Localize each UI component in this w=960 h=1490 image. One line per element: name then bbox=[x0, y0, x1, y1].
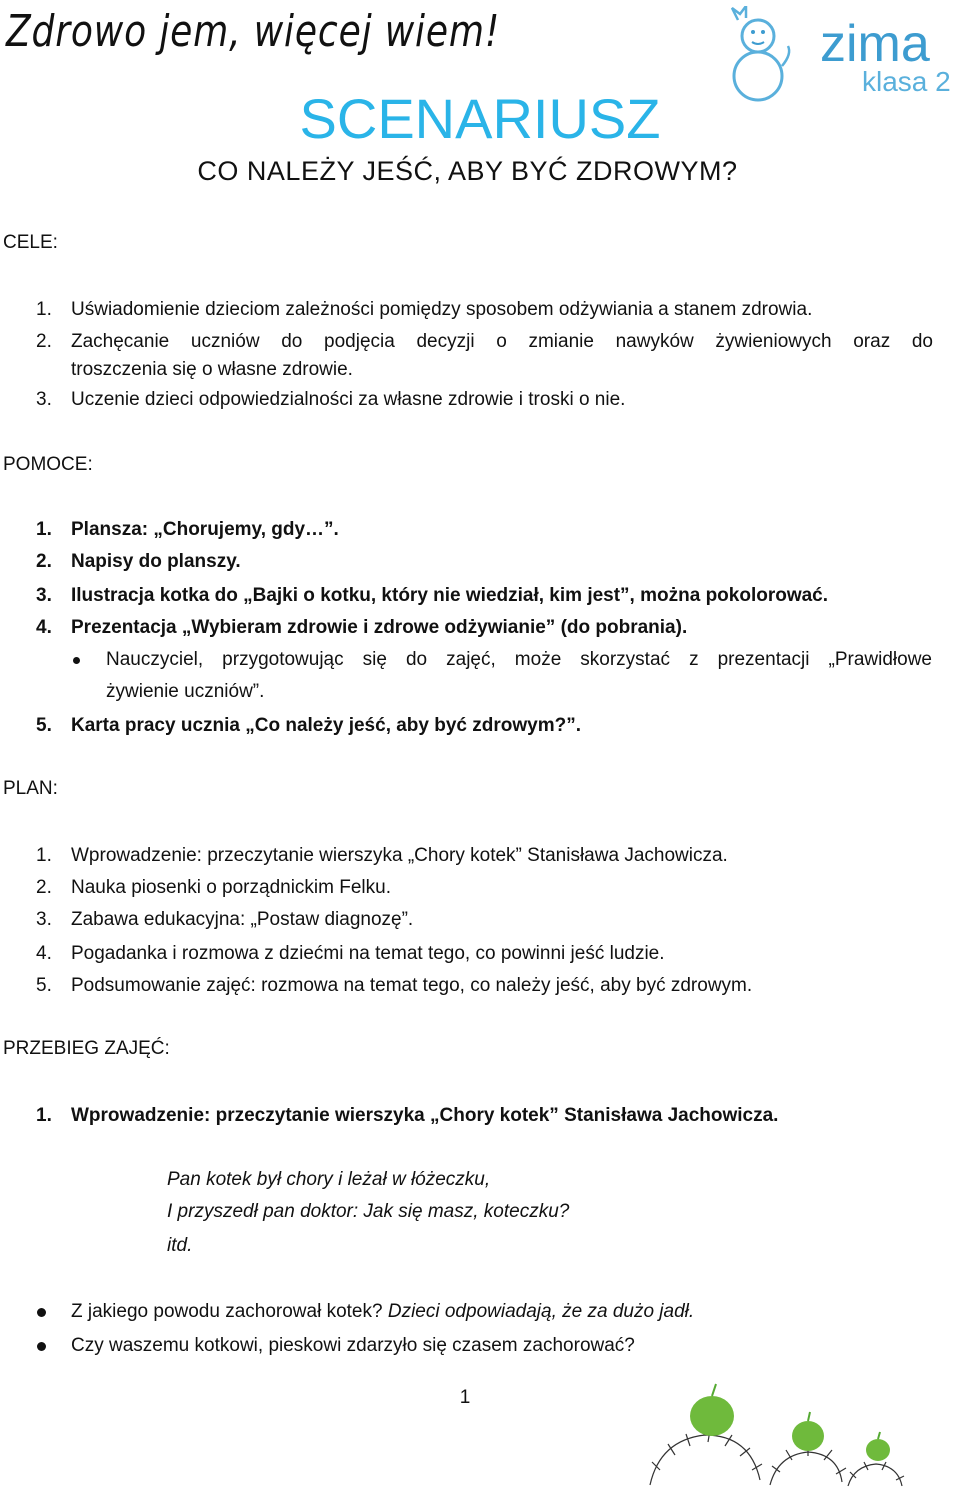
list-number: 1. bbox=[36, 299, 52, 320]
list-text: Prezentacja „Wybieram zdrowie i zdrowe odżywianie” (do pobrania). bbox=[71, 617, 688, 638]
logo-word: zima bbox=[820, 15, 930, 73]
list-text: Nauka piosenki o porządnickim Felku. bbox=[71, 877, 391, 898]
list-text: Zabawa edukacyjna: „Postaw diagnozę”. bbox=[71, 909, 414, 930]
list-text: żywienie uczniów”. bbox=[106, 681, 265, 702]
list-text: Pogadanka i rozmowa z dziećmi na temat tego, co powinni jeść ludzie. bbox=[71, 943, 665, 964]
list-number: 4. bbox=[36, 943, 52, 964]
poem-text: I przyszedł pan doktor: Jak się masz, koteczku? bbox=[167, 1201, 570, 1222]
hedgehog-apples-illustration-icon bbox=[620, 1380, 940, 1490]
question-text: Czy waszemu kotkowi, pieskowi zdarzyło się czasem zachorować? bbox=[71, 1335, 635, 1356]
list-number: 5. bbox=[36, 975, 52, 996]
list-number: 3. bbox=[36, 909, 52, 930]
plan-heading: PLAN: bbox=[3, 778, 58, 799]
bullet-dot-icon bbox=[73, 657, 80, 664]
list-number: 1. bbox=[36, 519, 52, 540]
list-text: Wprowadzenie: przeczytanie wierszyka „Chory kotek” Stanisława Jachowicza. bbox=[71, 845, 728, 866]
cele-heading: CELE: bbox=[3, 232, 58, 253]
logo-class-label: klasa 2 bbox=[862, 66, 951, 97]
list-number: 2. bbox=[36, 331, 52, 352]
list-text: Podsumowanie zajęć: rozmowa na temat tego, co należy jeść, aby być zdrowym. bbox=[71, 975, 753, 996]
page-number: 1 bbox=[459, 1387, 471, 1408]
question-answer: Dzieci odpowiadają, że za dużo jadł. bbox=[387, 1301, 695, 1322]
list-text: Uczenie dzieci odpowiedzialności za własne zdrowie i troski o nie. bbox=[71, 389, 626, 410]
list-number: 2. bbox=[36, 877, 52, 898]
list-text: Plansza: „Chorujemy, gdy…”. bbox=[71, 519, 339, 540]
page-subtitle: CO NALEŻY JEŚĆ, ABY BYĆ ZDROWYM? bbox=[197, 156, 738, 186]
list-number: 2. bbox=[36, 551, 52, 572]
page-title: SCENARIUSZ bbox=[299, 87, 661, 150]
bullet-dot-icon bbox=[37, 1342, 46, 1351]
list-text: Napisy do planszy. bbox=[71, 551, 241, 572]
list-text: Ilustracja kotka do „Bajki o kotku, który nie wiedział, kim jest”, można pokolorować. bbox=[71, 585, 829, 606]
list-text: Karta pracy ucznia „Co należy jeść, aby być zdrowym?”. bbox=[71, 715, 582, 736]
list-number: 1. bbox=[36, 1105, 52, 1126]
poem-text: itd. bbox=[167, 1235, 193, 1256]
pomoce-heading: POMOCE: bbox=[3, 454, 93, 475]
question-prompt: Z jakiego powodu zachorował kotek? bbox=[71, 1301, 383, 1322]
poem-text: Pan kotek był chory i leżał w łóżeczku, bbox=[167, 1169, 491, 1190]
list-text: Uświadomienie dzieciom zależności pomiędzy sposobem odżywiania a stanem zdrowia. bbox=[71, 299, 813, 320]
list-number: 5. bbox=[36, 715, 52, 736]
list-number: 4. bbox=[36, 617, 52, 638]
list-text: troszczenia się o własne zdrowie. bbox=[71, 359, 353, 380]
list-number: 3. bbox=[36, 389, 52, 410]
bullet-dot-icon bbox=[37, 1308, 46, 1317]
przebieg-heading: PRZEBIEG ZAJĘĆ: bbox=[3, 1038, 170, 1059]
question-text bbox=[71, 1296, 933, 1327]
list-number: 1. bbox=[36, 845, 52, 866]
list-text: Nauczyciel, przygotowując się do zajęć, może skorzystać z prezentacji „Prawidłowe bbox=[106, 649, 932, 670]
list-number: 3. bbox=[36, 585, 52, 606]
brand-handwritten-title: Zdrowo jem, więcej wiem! bbox=[6, 6, 501, 57]
list-text: Zachęcanie uczniów do podjęcia decyzji o zmianie nawyków żywieniowych oraz do bbox=[71, 331, 933, 352]
list-text: Wprowadzenie: przeczytanie wierszyka „Chory kotek” Stanisława Jachowicza. bbox=[71, 1105, 779, 1126]
